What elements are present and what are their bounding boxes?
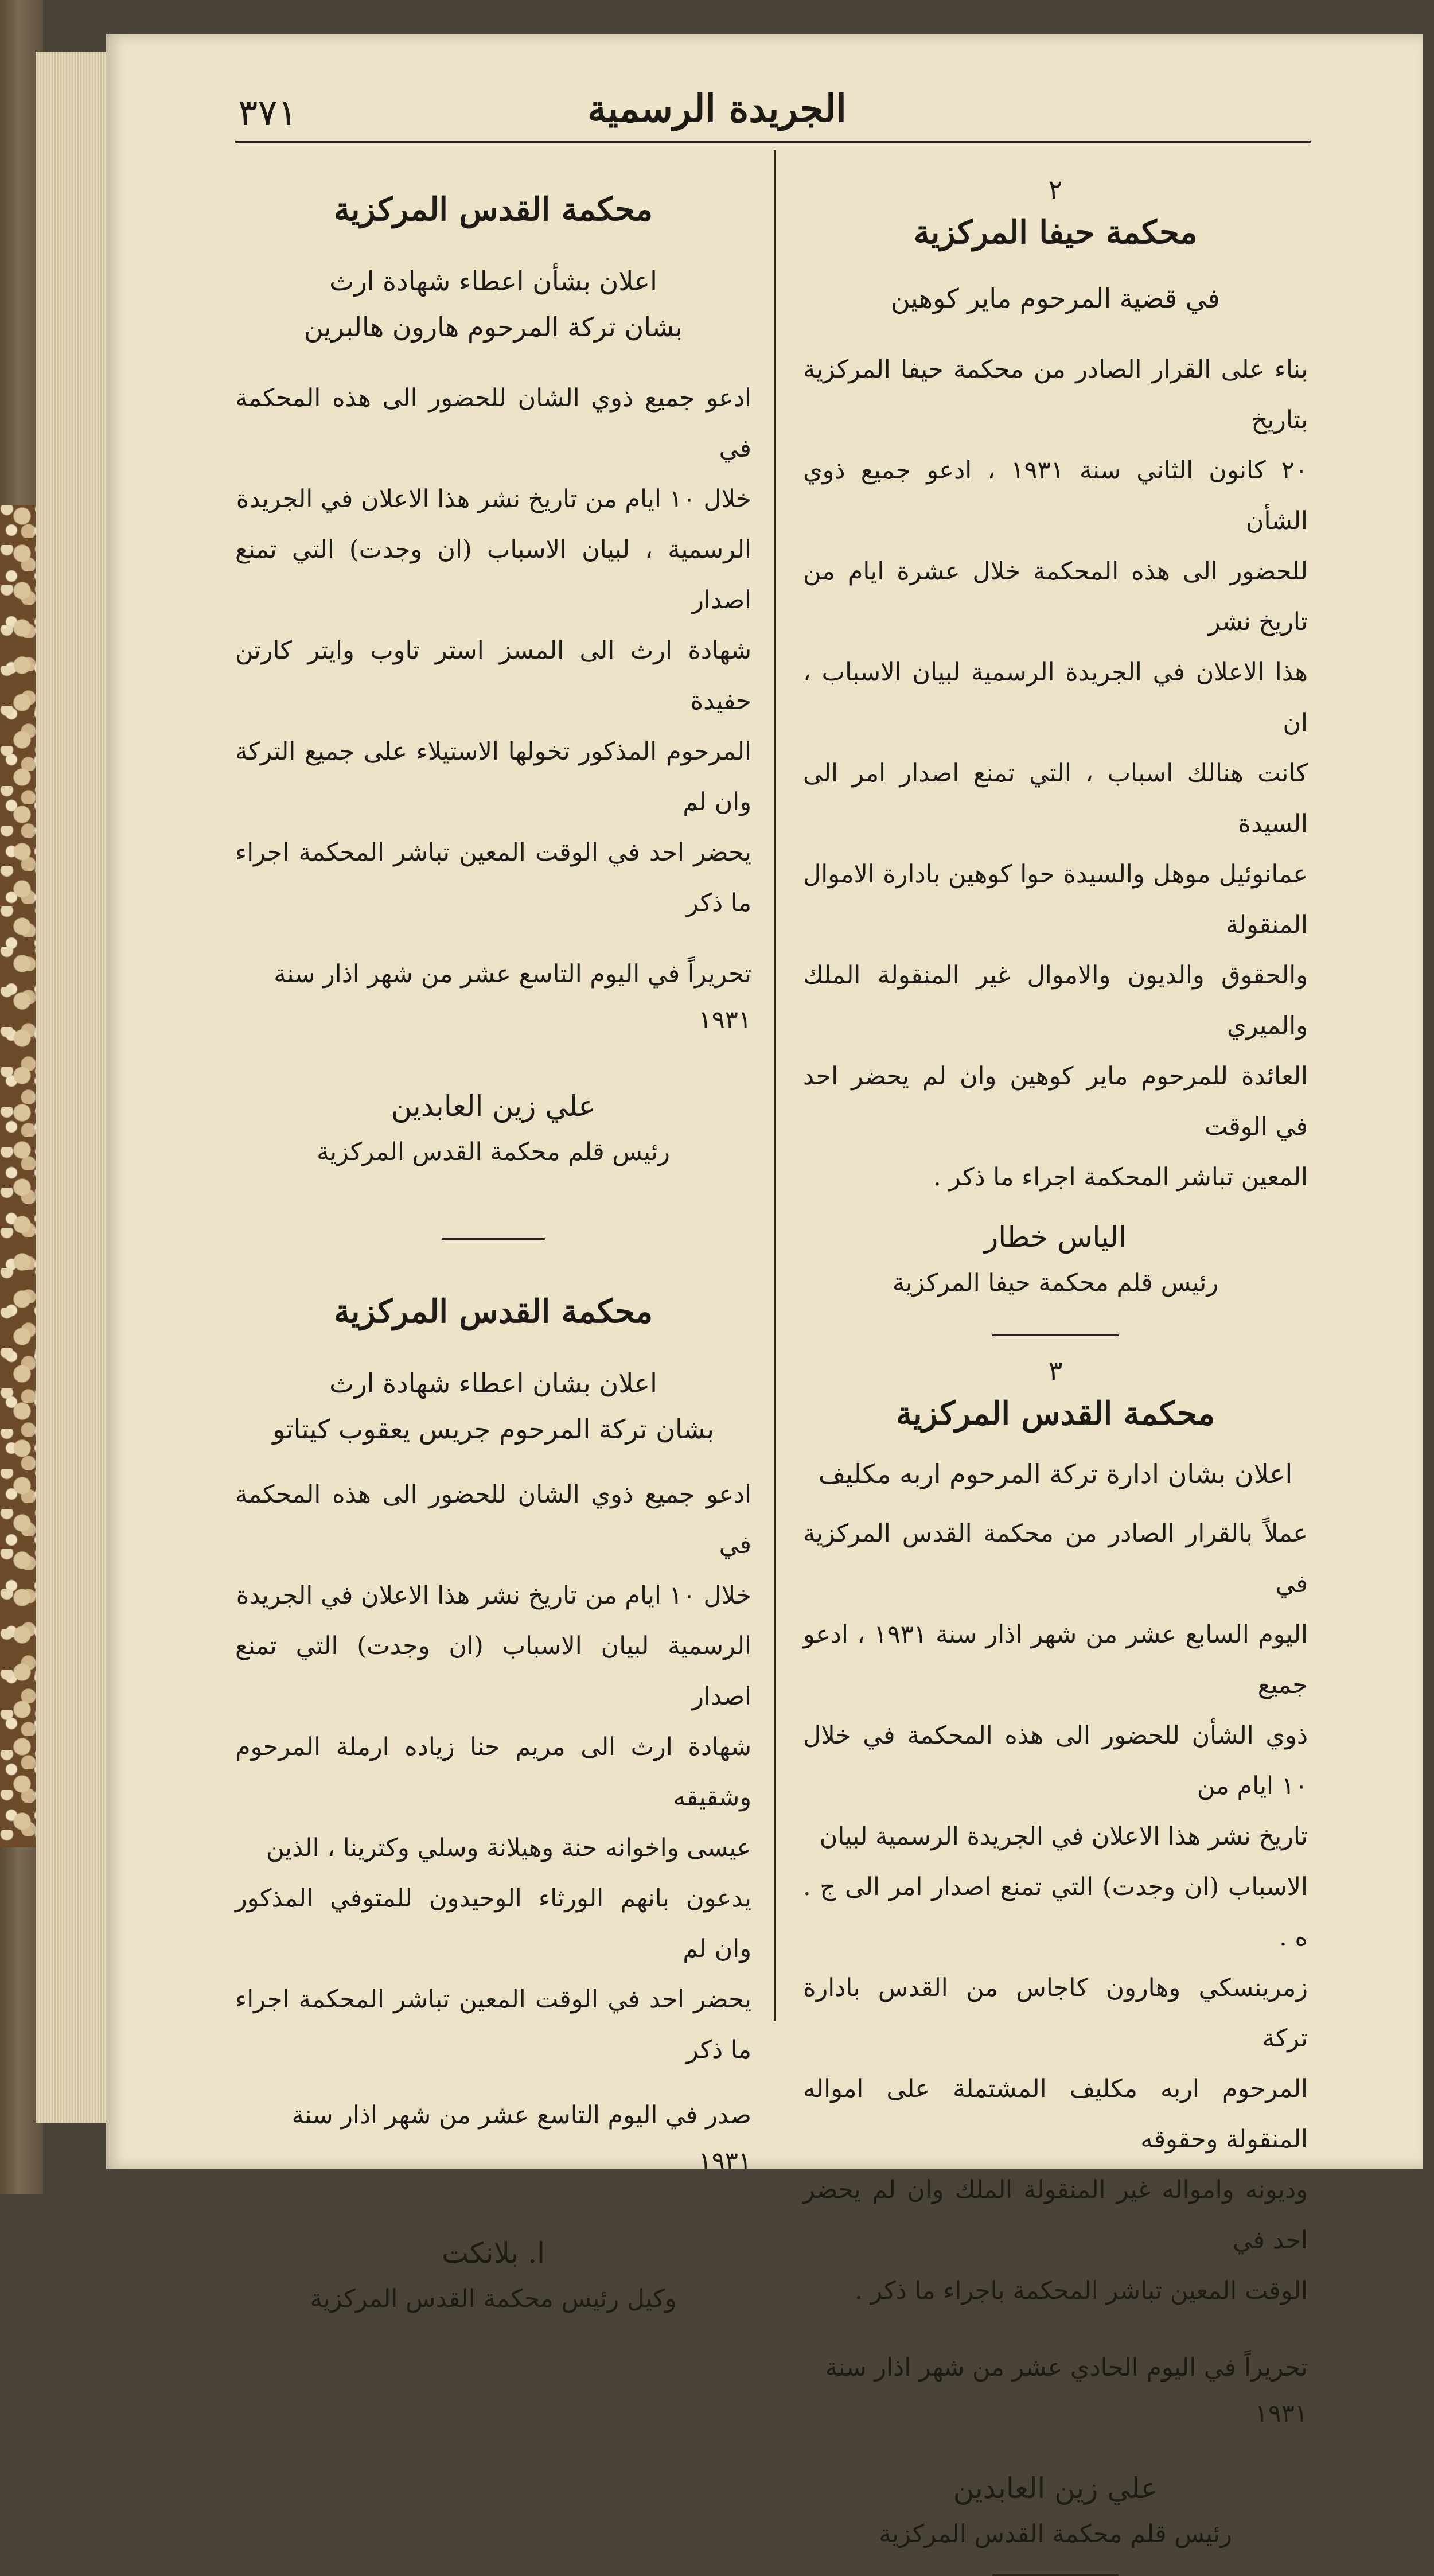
body-line: شهادة ارث الى مريم حنا زياده ارملة المرحوم وشقيقه [235, 1733, 751, 1812]
body-line: المعين تباشر المحكمة اجراء ما ذكر . [933, 1163, 1308, 1192]
notice-body [803, 1508, 1308, 2316]
body-line: والحقوق والديون والاموال غير المنقولة الملك والميري [803, 961, 1308, 1040]
notice-number: ٣ [1048, 1355, 1063, 1386]
signer-name: علي زين العابدين [953, 2472, 1158, 2505]
signer-title: رئيس قلم محكمة القدس المركزية [317, 1138, 670, 1166]
left-column [235, 184, 751, 2322]
signer-name: علي زين العابدين [391, 1089, 596, 1123]
body-line: المرحوم اربه مكليف المشتملة على امواله المنقولة وحقوقه [803, 2075, 1308, 2154]
notice-number: ٢ [1048, 174, 1063, 205]
body-line: اليوم السابع عشر من شهر اذار سنة ١٩٣١ ، ادعو جميع [803, 1620, 1308, 1699]
body-line: شهادة ارث الى المسز استر تاوب وايتر كارتن حفيدة [235, 636, 751, 715]
header-rule [235, 141, 1311, 143]
notice-date: تحريراً في اليوم التاسع عشر من شهر اذار سنة ١٩٣١ [274, 960, 751, 1034]
body-line: بناء على القرار الصادر من محكمة حيفا المركزية بتاريخ [803, 355, 1308, 434]
body-line: هذا الاعلان في الجريدة الرسمية لبيان الاسباب ، ان [803, 658, 1308, 737]
notice-court: محكمة القدس المركزية [895, 1395, 1215, 1433]
body-line: عمانوئيل موهل والسيدة حوا كوهين بادارة الاموال المنقولة [803, 860, 1308, 939]
signer-name: ا. بلانكت [441, 2236, 545, 2270]
body-line: عيسى واخوانه حنة وهيلانة وسلي وكترينا ، الذين [266, 1834, 751, 1862]
body-line: زمرينسكي وهارون كاجاس من القدس بادارة تركة [803, 1974, 1308, 2053]
body-line: خلال ١٠ ايام من تاريخ نشر هذا الاعلان في الجريدة [236, 485, 751, 513]
notice-subject: بشان تركة المرحوم جريس يعقوب كيتاتو [272, 1414, 714, 1445]
body-line: خلال ١٠ ايام من تاريخ نشر هذا الاعلان في الجريدة [236, 1581, 751, 1610]
page-number: ٣٧١ [238, 92, 298, 134]
notice-court: محكمة القدس المركزية [333, 1293, 653, 1330]
body-line: الرسمية ، لبيان الاسباب (ان وجدت) التي تمنع اصدار [235, 535, 751, 614]
body-line: ذوي الشأن للحضور الى هذه المحكمة في خلال ١٠ ايام من [803, 1721, 1308, 1800]
signer-title: رئيس قلم محكمة القدس المركزية [879, 2520, 1232, 2548]
notice-subject: في قضية المرحوم ماير كوهين [890, 283, 1221, 314]
body-line: ادعو جميع ذوي الشان للحضور الى هذه المحكمة في [235, 384, 751, 463]
body-line: وديونه وامواله غير المنقولة الملك وان لم يحضر احد في [803, 2176, 1308, 2255]
notice-body [235, 1469, 751, 2075]
signer-title: رئيس قلم محكمة حيفا المركزية [892, 1268, 1219, 1297]
body-line: ٢٠ كانون الثاني سنة ١٩٣١ ، ادعو جميع ذوي الشأن [803, 456, 1308, 535]
notice-subject: بشان تركة المرحوم هارون هالبرين [303, 312, 683, 343]
body-line: العائدة للمرحوم ماير كوهين وان لم يحضر احد في الوقت [803, 1062, 1308, 1141]
right-column [803, 172, 1308, 2576]
body-line: كانت هنالك اسباب ، التي تمنع اصدار امر الى السيدة [803, 759, 1308, 838]
body-line: المرحوم المذكور تخولها الاستيلاء على جميع التركة وان لم [235, 737, 751, 816]
body-line: للحضور الى هذه المحكمة خلال عشرة ايام من تاريخ نشر [803, 557, 1308, 636]
notice-body [803, 344, 1308, 1203]
body-line: يدعون بانهم الورثاء الوحيدون للمتوفي المذكور وان لم [235, 1884, 751, 1963]
notice-subject: اعلان بشان اعطاء شهادة ارث [329, 1368, 657, 1399]
notice-date: صدر في اليوم التاسع عشر من شهر اذار سنة ١٩٣١ [291, 2101, 751, 2176]
body-line: الوقت المعين تباشر المحكمة باجراء ما ذكر . [855, 2277, 1308, 2305]
body-line: يحضر احد في الوقت المعين تباشر المحكمة اجراء ما ذكر [235, 1985, 751, 2064]
body-line: عملاً بالقرار الصادر من محكمة القدس المركزية في [803, 1519, 1308, 1598]
marbled-cover-edge [0, 505, 36, 1847]
notice-date: تحريراً في اليوم الحادي عشر من شهر اذار سنة ١٩٣١ [825, 2353, 1308, 2428]
signer-title: وكيل رئيس محكمة القدس المركزية [310, 2285, 677, 2313]
body-line: ادعو جميع ذوي الشان للحضور الى هذه المحكمة في [235, 1480, 751, 1559]
notice-court: محكمة القدس المركزية [333, 190, 653, 228]
page-stack-edges [36, 52, 110, 2123]
notice-subject: اعلان بشان ادارة تركة المرحوم اربه مكليف [818, 1458, 1293, 1489]
gazette-title: الجريدة الرسمية [587, 86, 847, 131]
body-line: تاريخ نشر هذا الاعلان في الجريدة الرسمية لبيان [819, 1822, 1308, 1851]
column-divider [774, 150, 776, 2021]
notice-body [235, 373, 751, 928]
notice-subject: اعلان بشأن اعطاء شهادة ارث [329, 266, 657, 297]
body-line: الرسمية لبيان الاسباب (ان وجدت) التي تمنع اصدار [235, 1632, 751, 1711]
notice-court: محكمة حيفا المركزية [913, 213, 1198, 251]
signer-name: الياس خطار [984, 1220, 1127, 1254]
body-line: الاسباب (ان وجدت) التي تمنع اصدار امر الى ج . ه . [803, 1873, 1308, 1952]
body-line: يحضر احد في الوقت المعين تباشر المحكمة اجراء ما ذكر [235, 838, 751, 917]
